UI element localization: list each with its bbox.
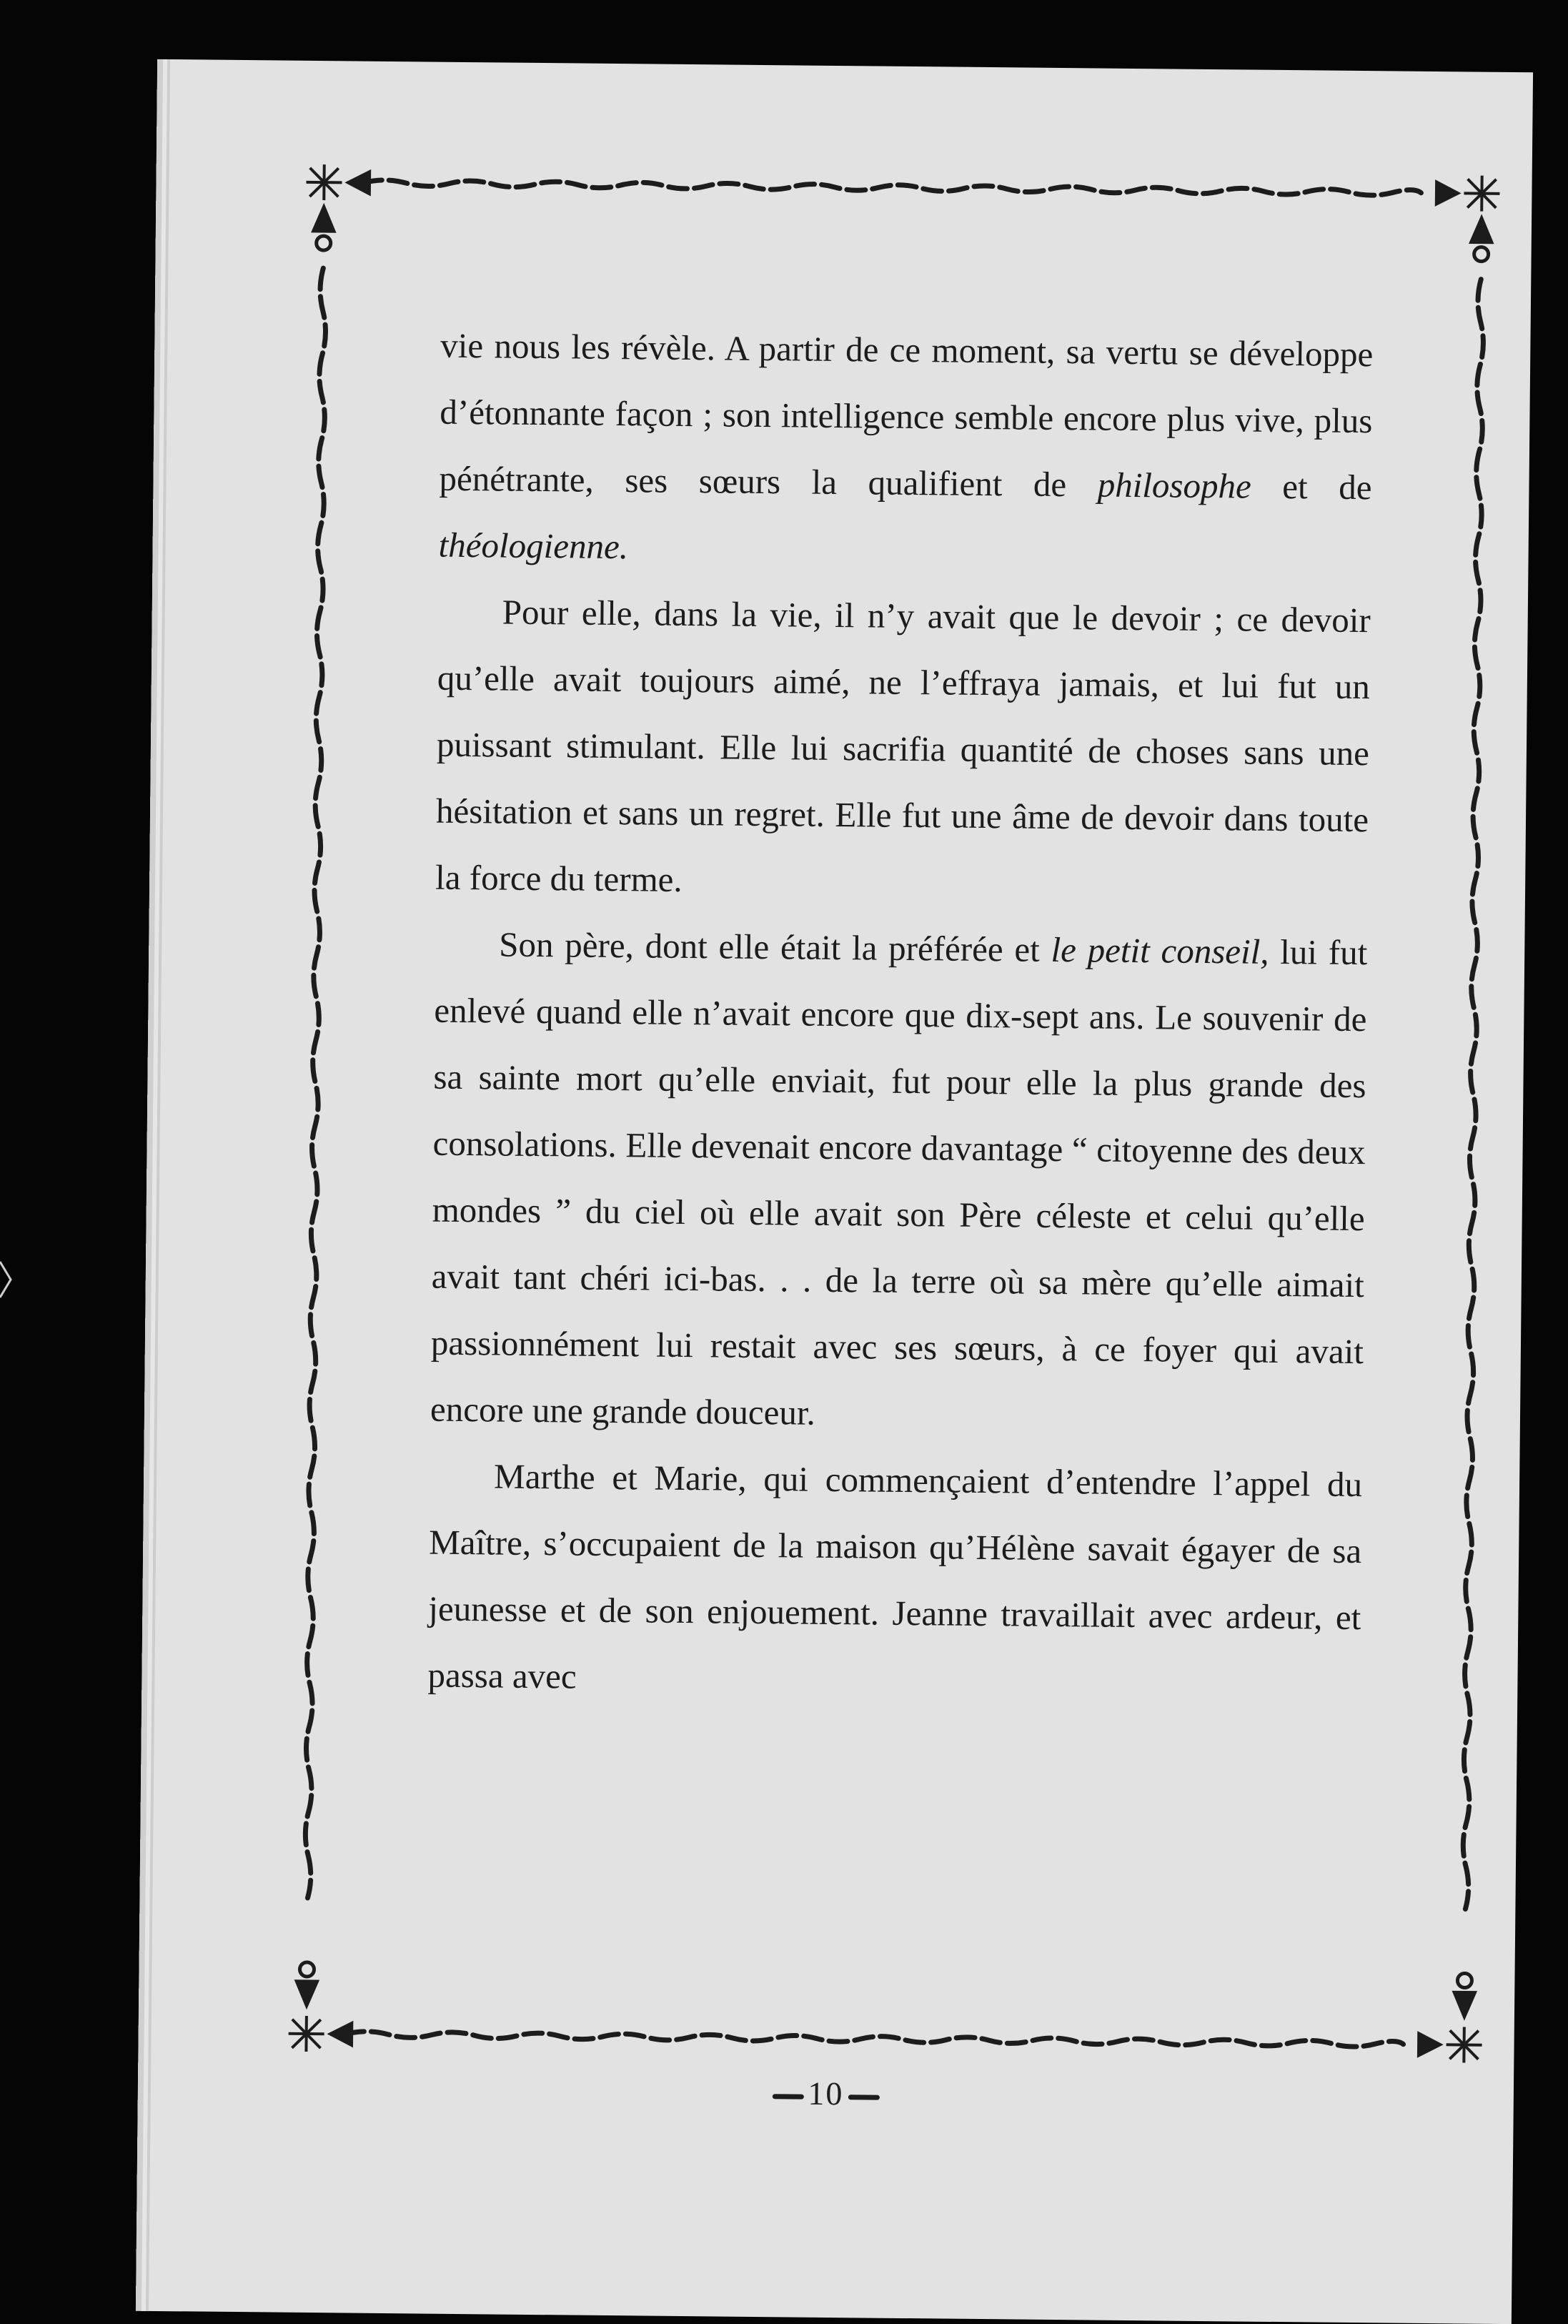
border-left-rule: [304, 268, 326, 1898]
page-number: 10: [808, 2075, 843, 2112]
corner-ornament-bottom-right: [1417, 1973, 1482, 2063]
corner-ornament-top-right: [1435, 175, 1500, 262]
corner-ornament-bottom-left: [288, 1962, 353, 2052]
book-page: [136, 59, 1533, 2324]
page-number-right-flourish: [848, 2095, 879, 2100]
text-run: Marthe et Marie, qui commençaient d’entendre l’appel du Maître, s’occupaient de la maison qu’Hélène savait égayer de sa jeunesse et de son enjouement. Jeanne travaillait avec ardeur, et passa avec: [427, 1456, 1362, 1696]
italic-text: théologienne.: [438, 525, 628, 567]
corner-ornament-top-left: [306, 164, 371, 251]
paragraph: [430, 911, 1368, 1451]
text-run: et de: [1251, 467, 1372, 508]
text-run: Son père, dont elle était la préférée et: [499, 924, 1051, 969]
text-run: Pour elle, dans la vie, il n’y avait que le devoir ; ce devoir qu’elle avait toujours aimé, ne l’effraya jamais, et lui fut un puissant stimulant. Elle lui sacrifia quantité de choses sans une hésitation et sans un regret. Elle fut une âme de devoir dans toute la force du terme.: [435, 593, 1371, 899]
paragraph: [427, 1443, 1363, 1718]
border-top-rule: [363, 180, 1421, 196]
border-right-rule: [1462, 280, 1484, 1909]
text-run: lui fut enlevé quand elle n’avait encore que dix-sept ans. Le souvenir de sa sainte mort qu’elle enviait, fut pour elle la plus grande des consolations. Elle devenait encore davantage “ citoyenne des deux mondes ” du ciel où elle avait son Père céleste et celui qu’elle avait tant chéri ici-bas. . . de la terre où sa mère qu’elle aimait passionnément lui restait avec ses sœurs, à ce foyer qui avait encore une grande douceur.: [430, 932, 1368, 1433]
italic-text: philosophe: [1097, 465, 1251, 505]
body-text: [427, 312, 1374, 1717]
text-run: vie nous les révèle. A partir de ce moment, sa vertu se développe d’étonnante façon ; son intelligence semble encore plus vive, plus pénétrante, ses sœurs la qualifient de: [439, 326, 1373, 505]
paragraph: [438, 312, 1374, 588]
paragraph: [435, 578, 1371, 920]
italic-text: le petit conseil,: [1051, 930, 1269, 971]
page-number-left-flourish: [772, 2094, 803, 2099]
scan-edge-chevron-icon: [0, 1258, 14, 1301]
border-bottom-rule: [346, 2031, 1404, 2047]
